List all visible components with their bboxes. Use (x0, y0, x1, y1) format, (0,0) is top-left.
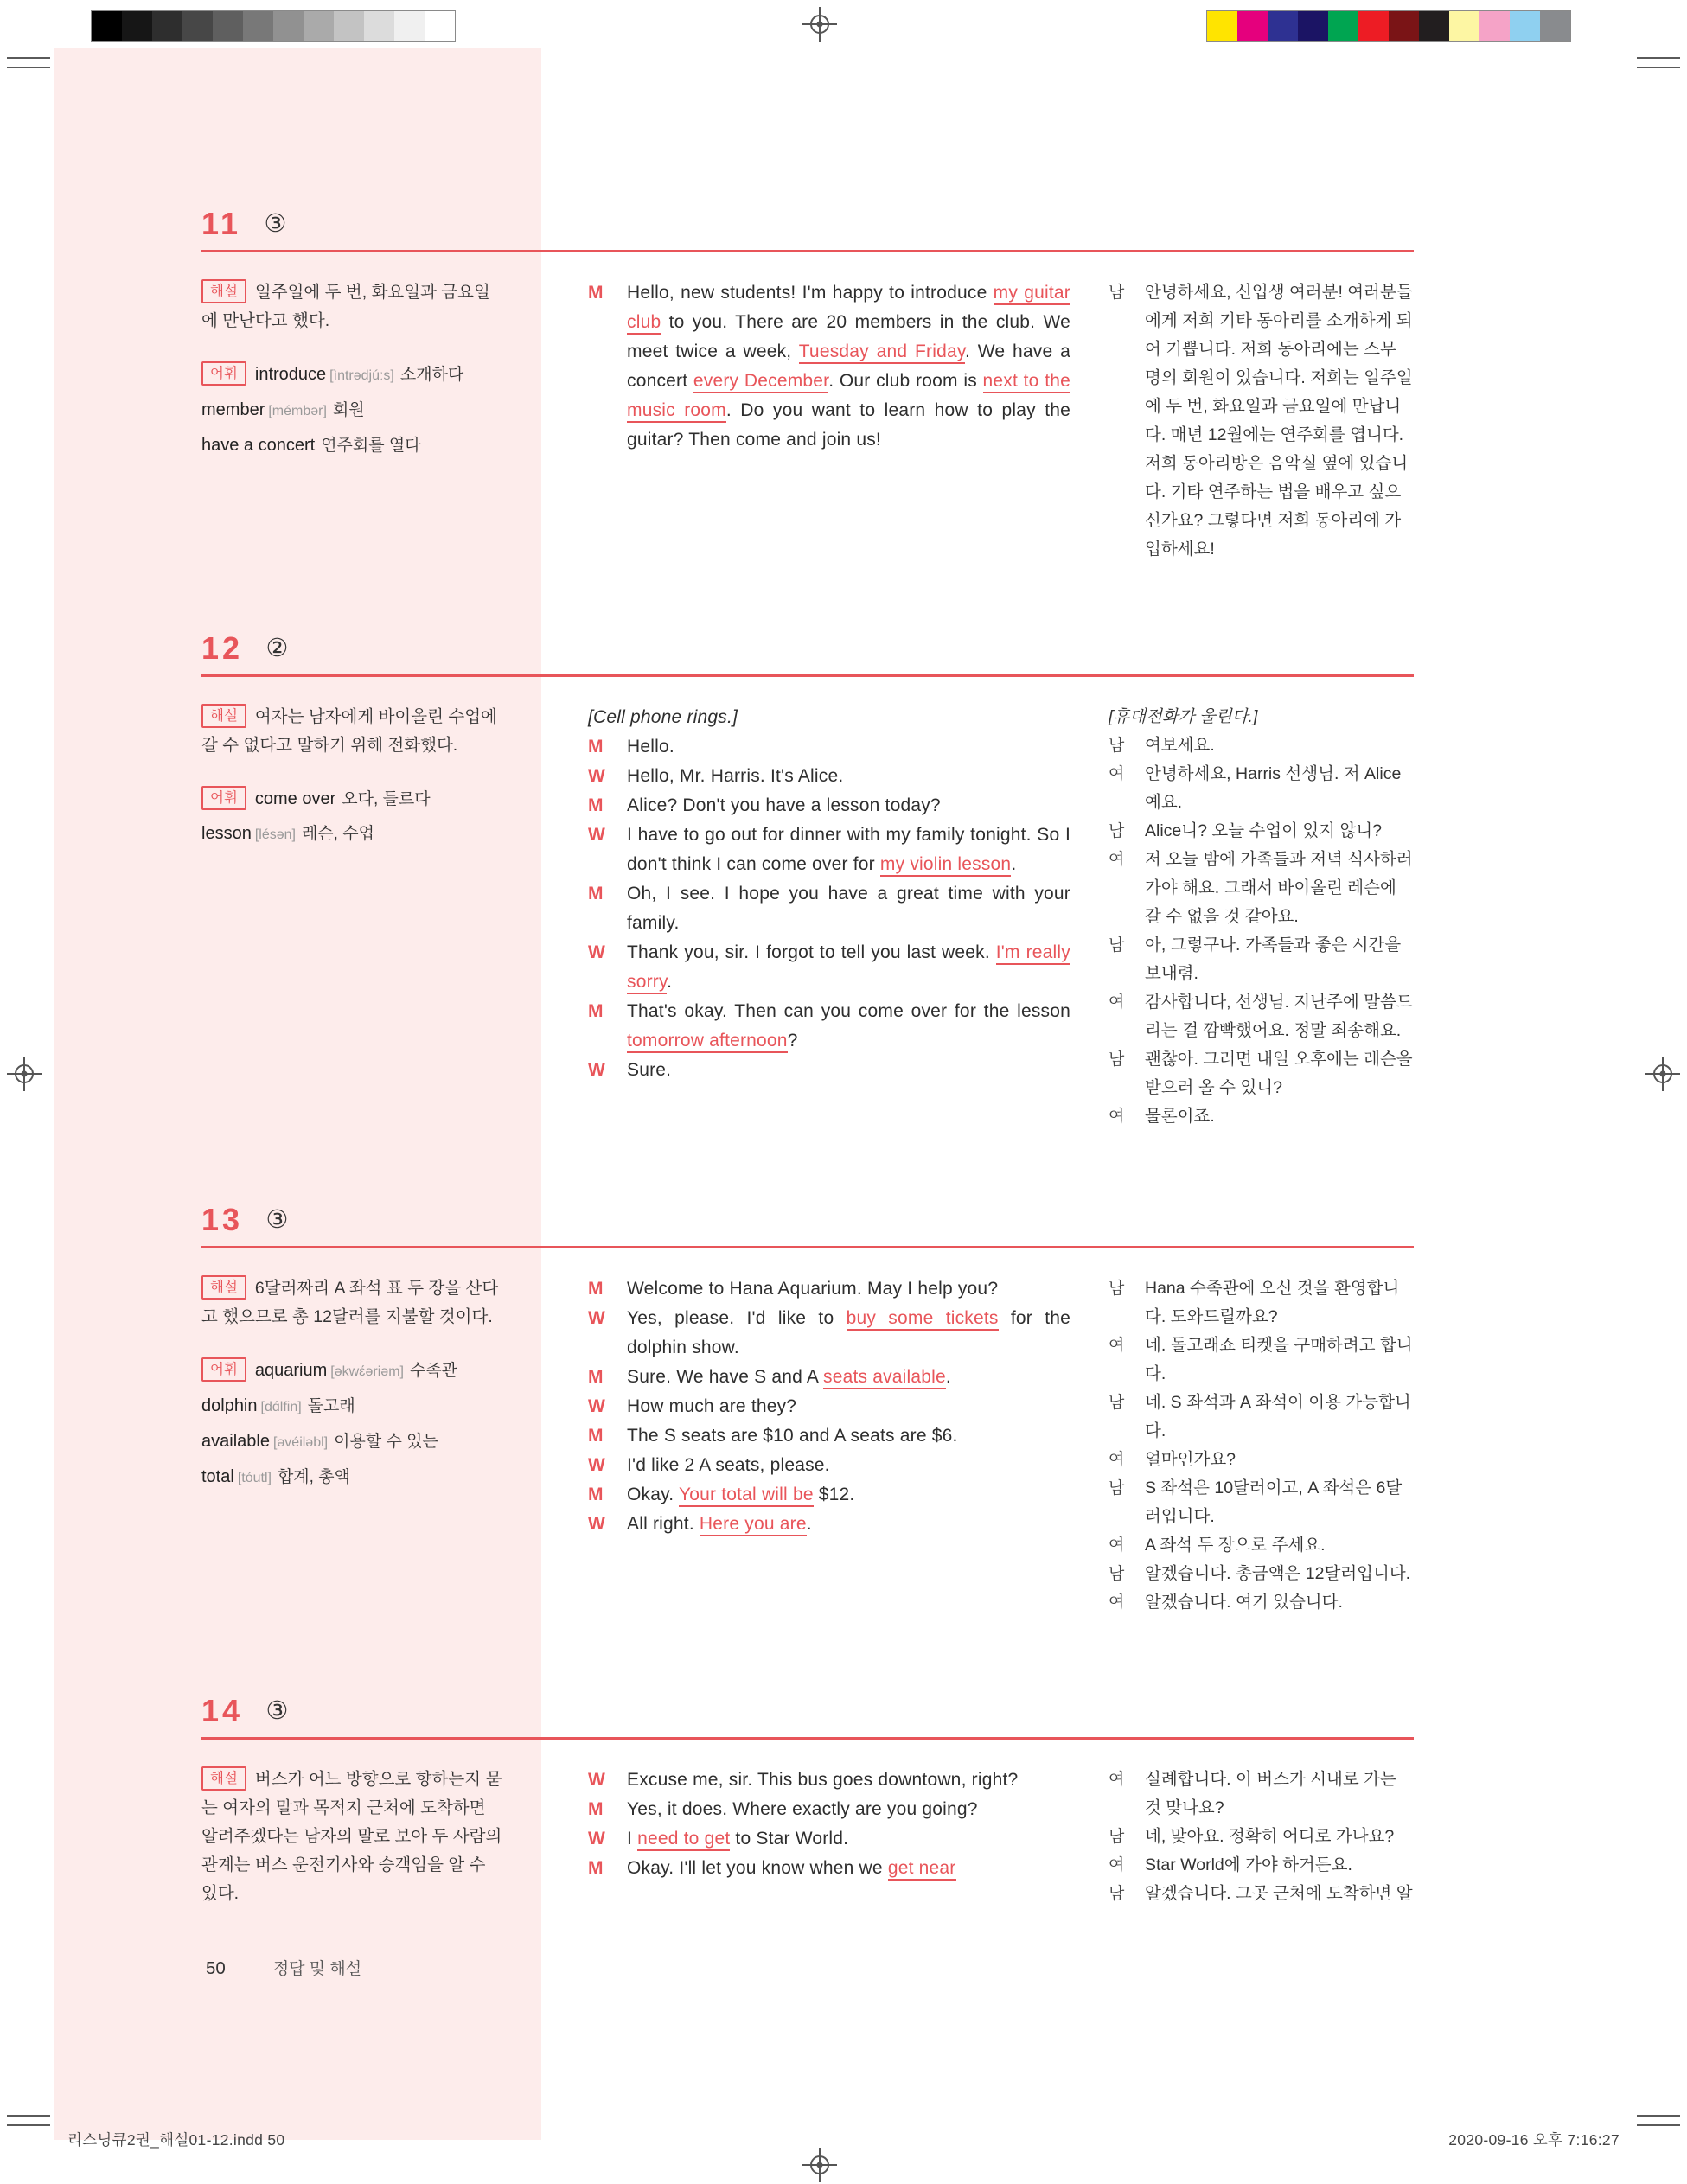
translation-line (1109, 988, 1413, 1045)
color-swatch (1268, 11, 1298, 41)
registration-mark-icon (802, 2148, 837, 2182)
speaker-label: M (588, 737, 604, 757)
vocab-meaning: 연주회를 열다 (321, 437, 421, 455)
translation-line (1109, 1588, 1413, 1617)
divider-line (201, 674, 1414, 677)
dialogue-line (588, 762, 1070, 791)
dialogue-line (588, 703, 1070, 732)
answer-choice: ② (265, 635, 289, 662)
speaker-label: M (588, 1485, 604, 1504)
color-swatch (122, 11, 152, 41)
translation-text: 저 오늘 밤에 가족들과 저녁 식사하러 가야 해요. 그래서 바이올린 레슨에 갈 수 없을 것 같아요. (1145, 850, 1413, 926)
vocab-meaning: 돌고래 (307, 1397, 355, 1415)
explanation-text: 여자는 남자에게 바이올린 수업에 갈 수 없다고 말하기 위해 전화했다. (201, 707, 497, 755)
speaker-label: 여 (1109, 1108, 1125, 1126)
color-swatch (425, 11, 455, 41)
dialogue-line (588, 1451, 1070, 1480)
dialogue-line (588, 1766, 1070, 1795)
speaker-label: 남 (1109, 822, 1125, 840)
translation-line (1109, 278, 1413, 564)
translation-text: [휴대전화가 울린다.] (1109, 707, 1258, 726)
speaker-label: 남 (1109, 1394, 1125, 1412)
speaker-label: 남 (1109, 1050, 1125, 1069)
vocab-meaning: 오다, 들르다 (342, 790, 431, 808)
dialogue-text: I need to get to Star World. (627, 1824, 1070, 1854)
speaker-label: 여 (1109, 851, 1125, 869)
color-swatch (243, 11, 273, 41)
korean-translation (1109, 278, 1413, 564)
translation-text: 얼마인가요? (1145, 1450, 1236, 1469)
translation-text: 네. 돌고래쇼 티켓을 구매하려고 합니다. (1145, 1336, 1413, 1383)
color-calibration-bar (1206, 10, 1571, 42)
speaker-label: 남 (1109, 284, 1125, 302)
vocab-entry (201, 395, 506, 426)
translation-line (1109, 1823, 1413, 1851)
english-transcript (588, 1274, 1070, 1539)
translation-line (1109, 1531, 1413, 1560)
dialogue-line (588, 1854, 1070, 1883)
dialogue-line (588, 1056, 1070, 1085)
dialogue-line (588, 1304, 1070, 1363)
english-transcript (588, 703, 1070, 1085)
question-section-11 (201, 206, 1414, 564)
print-timestamp: 2020-09-16 오후 7:16:27 (1448, 2131, 1620, 2149)
question-number: 14 (201, 1693, 244, 1728)
vocab-meaning: 회원 (332, 401, 365, 419)
color-swatch (152, 11, 182, 41)
page-footer (206, 1956, 361, 1979)
translation-line (1109, 1880, 1413, 1908)
vocab-meaning: 수족관 (409, 1362, 458, 1380)
page-number: 50 (206, 1958, 226, 1978)
vocab-entry (201, 1462, 506, 1493)
color-swatch (1298, 11, 1328, 41)
color-swatch (92, 11, 122, 41)
dialogue-text: Sure. (627, 1060, 672, 1080)
speaker-label: 남 (1109, 936, 1125, 955)
translation-line (1109, 846, 1413, 931)
dialogue-line (588, 1824, 1070, 1854)
vocab-term: aquarium (254, 1361, 328, 1380)
translation-text: 감사합니다, 선생님. 지난주에 말씀드리는 걸 깜빡했어요. 정말 죄송해요. (1145, 993, 1413, 1040)
translation-text: 네. S 좌석과 A 좌석이 이용 가능합니다. (1145, 1393, 1411, 1440)
vocab-term: introduce (254, 365, 327, 384)
vocab-block (201, 360, 506, 461)
print-info-line (67, 2129, 1620, 2150)
footer-section-label: 정답 및 해설 (272, 1960, 362, 1978)
speaker-label: W (588, 825, 605, 845)
speaker-label: W (588, 1770, 605, 1790)
dialogue-text: How much are they? (627, 1396, 797, 1416)
speaker-label: W (588, 1308, 605, 1328)
speaker-label: W (588, 1396, 605, 1416)
dialogue-text: [Cell phone rings.] (588, 707, 738, 727)
vocab-tag: 어휘 (201, 786, 246, 810)
translation-text: 여보세요. (1145, 736, 1215, 755)
trim-mark (7, 2115, 50, 2126)
translation-line (1109, 1389, 1413, 1446)
speaker-label: M (588, 283, 604, 303)
grayscale-calibration-bar (91, 10, 456, 42)
question-header (201, 206, 1414, 240)
speaker-label: M (588, 1279, 604, 1299)
dialogue-line (588, 997, 1070, 1056)
question-number: 11 (201, 206, 242, 241)
dialogue-line (588, 1421, 1070, 1451)
dialogue-text: Excuse me, sir. This bus goes downtown, right? (627, 1770, 1019, 1790)
vocab-block (201, 1356, 506, 1493)
registration-mark-icon (7, 1057, 42, 1091)
registration-mark-icon (1645, 1057, 1680, 1091)
speaker-label: M (588, 884, 604, 904)
explanation-column (201, 1766, 506, 1908)
translation-line (1109, 1274, 1413, 1331)
vocab-list (201, 789, 506, 850)
translation-text: 알겠습니다. 여기 있습니다. (1145, 1593, 1343, 1612)
speaker-label: M (588, 795, 604, 815)
speaker-label: W (588, 942, 605, 962)
speaker-label: 여 (1109, 1771, 1125, 1789)
dialogue-line (588, 791, 1070, 821)
speaker-label: M (588, 1858, 604, 1878)
translation-line (1109, 1766, 1413, 1823)
translation-text: 아, 그렇구나. 가족들과 좋은 시간을 보내렴. (1145, 936, 1402, 983)
translation-line (1109, 731, 1413, 760)
color-swatch (1540, 11, 1570, 41)
translation-text: 알겠습니다. 총금액은 12달러입니다. (1145, 1564, 1411, 1583)
print-file-name: 리스닝큐2권_해설01-12.indd 50 (67, 2131, 285, 2149)
translation-text: A 좌석 두 장으로 주세요. (1145, 1536, 1326, 1555)
dialogue-line (588, 1480, 1070, 1510)
translation-line (1109, 1474, 1413, 1531)
divider-line (201, 250, 1414, 252)
speaker-label: 여 (1109, 765, 1125, 783)
speaker-label: 여 (1109, 1856, 1125, 1874)
speaker-label: W (588, 1060, 605, 1080)
translation-line (1109, 1560, 1413, 1588)
vocab-entry (255, 365, 463, 384)
translation-line (1109, 931, 1413, 988)
dialogue-text: Hello. (627, 737, 674, 757)
color-swatch (1358, 11, 1389, 41)
color-swatch (394, 11, 425, 41)
speaker-label: W (588, 1455, 605, 1475)
speaker-label: 여 (1109, 1536, 1125, 1555)
explanation-text: 버스가 어느 방향으로 향하는지 묻는 여자의 말과 목적지 근처에 도착하면 알려주겠다는 남자의 말로 보아 두 사람의 관계는 버스 운전기사와 승객임을 알 수 있다. (201, 1770, 502, 1903)
speaker-label: 여 (1109, 1451, 1125, 1469)
vocab-block (201, 784, 506, 850)
translation-line (1109, 1102, 1413, 1131)
question-section-14 (201, 1693, 1414, 1908)
answer-choice: ③ (265, 1206, 289, 1234)
english-transcript (588, 1766, 1070, 1883)
dialogue-text: That's okay. Then can you come over for the lesson tomorrow afternoon? (627, 997, 1070, 1056)
translation-line (1109, 1851, 1413, 1880)
explanation-tag: 해설 (201, 1766, 246, 1791)
english-transcript (588, 278, 1070, 455)
dialogue-line (588, 1274, 1070, 1304)
dialogue-line (588, 1363, 1070, 1392)
korean-translation (1109, 1766, 1413, 1908)
vocab-meaning: 합계, 총액 (277, 1468, 350, 1486)
speaker-label: 여 (1109, 1337, 1125, 1355)
color-swatch (1389, 11, 1419, 41)
vocab-term: member (201, 400, 265, 419)
explanation-text: 일주일에 두 번, 화요일과 금요일에 만난다고 했다. (201, 283, 490, 330)
vocab-pronunciation: [lésən] (254, 827, 296, 842)
dialogue-text: Okay. Your total will be $12. (627, 1480, 1070, 1510)
speaker-label: 남 (1109, 1885, 1125, 1903)
vocab-meaning: 레슨, 수업 (301, 825, 374, 843)
question-number: 13 (201, 1202, 244, 1237)
vocab-entry (255, 1361, 457, 1380)
divider-line (201, 1246, 1414, 1248)
speaker-label: M (588, 1001, 604, 1021)
trim-mark (1637, 57, 1680, 68)
translation-line (1109, 1446, 1413, 1474)
translation-text: 실례합니다. 이 버스가 시내로 가는 것 맞나요? (1145, 1770, 1396, 1817)
vocab-tag: 어휘 (201, 1357, 246, 1382)
translation-line (1109, 817, 1413, 846)
speaker-label: 남 (1109, 1828, 1125, 1846)
trim-mark (7, 57, 50, 68)
vocab-entry (201, 819, 506, 850)
translation-text: 괜찮아. 그러면 내일 오후에는 레슨을 받으러 올 수 있니? (1145, 1050, 1413, 1097)
vocab-meaning: 이용할 수 있는 (334, 1433, 438, 1451)
speaker-label: W (588, 766, 605, 786)
explanation-column (201, 703, 506, 850)
speaker-label: W (588, 1829, 605, 1849)
question-header (201, 1693, 1414, 1727)
speaker-label: 여 (1109, 1593, 1125, 1612)
explanation-column (201, 278, 506, 461)
color-swatch (364, 11, 394, 41)
vocab-entry (255, 789, 431, 808)
vocab-list (201, 365, 506, 461)
translation-text: 알겠습니다. 그곳 근처에 도착하면 알 (1145, 1884, 1413, 1903)
dialogue-line (588, 1795, 1070, 1824)
vocab-pronunciation: [ìntrədjúːs] (329, 368, 394, 383)
dialogue-line (588, 821, 1070, 879)
translation-line (1109, 703, 1413, 731)
dialogue-line (588, 732, 1070, 762)
dialogue-line (588, 1392, 1070, 1421)
vocab-term: come over (254, 789, 336, 808)
vocab-term: lesson (201, 824, 252, 843)
explanation-tag: 해설 (201, 279, 246, 303)
vocab-term: dolphin (201, 1396, 258, 1415)
dialogue-text: Yes, it does. Where exactly are you going? (627, 1799, 978, 1819)
vocab-term: have a concert (201, 436, 316, 455)
dialogue-text: Hello, Mr. Harris. It's Alice. (627, 766, 844, 786)
translation-text: 물론이죠. (1145, 1107, 1215, 1126)
speaker-label: 남 (1109, 1280, 1125, 1298)
dialogue-text: Thank you, sir. I forgot to tell you last week. I'm really sorry. (627, 938, 1070, 997)
answer-choice: ③ (265, 1697, 289, 1725)
vocab-pronunciation: [mémbər] (268, 404, 327, 418)
vocab-term: available (201, 1432, 270, 1451)
vocab-pronunciation: [əvéiləbl] (272, 1435, 329, 1450)
color-swatch (1510, 11, 1540, 41)
vocab-pronunciation: [tóutl] (237, 1471, 272, 1485)
color-swatch (304, 11, 334, 41)
dialogue-text: Okay. I'll let you know when we get near (627, 1854, 1070, 1883)
translation-text: Star World에 가야 하거든요. (1145, 1855, 1352, 1874)
vocab-list (201, 1361, 506, 1493)
registration-mark-icon (802, 7, 837, 42)
translation-text: S 좌석은 10달러이고, A 좌석은 6달러입니다. (1145, 1478, 1403, 1526)
dialogue-text: The S seats are $10 and A seats are $6. (627, 1426, 958, 1446)
color-swatch (1237, 11, 1268, 41)
translation-line (1109, 760, 1413, 817)
translation-line (1109, 1331, 1413, 1389)
vocab-tag: 어휘 (201, 361, 246, 386)
color-swatch (1479, 11, 1510, 41)
dialogue-line (588, 278, 1070, 455)
speaker-label: M (588, 1799, 604, 1819)
dialogue-line (588, 879, 1070, 938)
color-swatch (182, 11, 213, 41)
translation-text: Hana 수족관에 오신 것을 환영합니다. 도와드릴까요? (1145, 1279, 1400, 1326)
speaker-label: 남 (1109, 1479, 1125, 1498)
question-header (201, 630, 1414, 665)
translation-text: 안녕하세요, 신입생 여러분! 여러분들에게 저희 기타 동아리를 소개하게 되어 기쁩니다. 저희 동아리에는 스무 명의 회원이 있습니다. 저희는 일주일에 두 번, 화요일과 금요일에 만납니다. 매년 12월에는 연주회를 엽니다. 저희 동아리방은 음악실 옆에 있습니다. 기타 연주하는 법을 배우고 싶으신가요? 그렇다면 저희 동아리에 가입하세요! (1145, 283, 1413, 559)
color-swatch (334, 11, 364, 41)
korean-translation (1109, 703, 1413, 1131)
dialogue-text: Sure. We have S and A seats available. (627, 1363, 1070, 1392)
explanation-tag: 해설 (201, 704, 246, 728)
question-number: 12 (201, 630, 244, 666)
color-swatch (1207, 11, 1237, 41)
vocab-entry (201, 1391, 506, 1422)
translation-text: Alice니? 오늘 수업이 있지 않니? (1145, 821, 1382, 840)
vocab-pronunciation: [dɑ́lfin] (260, 1400, 302, 1414)
color-swatch (1419, 11, 1449, 41)
speaker-label: 남 (1109, 737, 1125, 755)
color-swatch (213, 11, 243, 41)
question-section-12 (201, 630, 1414, 1131)
dialogue-text: Welcome to Hana Aquarium. May I help you? (627, 1279, 999, 1299)
color-swatch (273, 11, 304, 41)
answer-choice: ③ (264, 210, 287, 238)
dialogue-text: Oh, I see. I hope you have a great time with your family. (627, 884, 1070, 933)
dialogue-text: Yes, please. I'd like to buy some tickets for the dolphin show. (627, 1308, 1071, 1357)
dialogue-text: Hello, new students! I'm happy to introduce my guitar club to you. There are 20 members in the club. We meet twice a week, Tuesday and Friday. We have a concert every December. Our club room is next to the music room. Do you want to learn how to play the guitar? Then come and join us! (627, 283, 1071, 450)
vocab-term: total (201, 1467, 234, 1486)
trim-mark (1637, 2115, 1680, 2126)
explanation-text: 6달러짜리 A 좌석 표 두 장을 산다고 했으므로 총 12달러를 지불할 것이다. (201, 1279, 499, 1326)
dialogue-text: Alice? Don't you have a lesson today? (627, 795, 941, 815)
translation-line (1109, 1045, 1413, 1102)
color-swatch (1449, 11, 1479, 41)
translation-text: 안녕하세요, Harris 선생님. 저 Alice예요. (1145, 764, 1402, 812)
color-swatch (1328, 11, 1358, 41)
speaker-label: 남 (1109, 1565, 1125, 1583)
question-section-13 (201, 1202, 1414, 1617)
divider-line (201, 1737, 1414, 1740)
dialogue-text: I'd like 2 A seats, please. (627, 1455, 830, 1475)
speaker-label: M (588, 1367, 604, 1387)
vocab-pronunciation: [əkwɛ́əriəm] (330, 1364, 404, 1379)
question-header (201, 1202, 1414, 1236)
translation-text: 네, 맞아요. 정확히 어디로 가나요? (1145, 1827, 1395, 1846)
vocab-meaning: 소개하다 (399, 366, 464, 384)
dialogue-text: All right. Here you are. (627, 1510, 1070, 1539)
speaker-label: 여 (1109, 993, 1125, 1012)
vocab-entry (201, 431, 506, 461)
korean-translation (1109, 1274, 1413, 1617)
speaker-label: W (588, 1514, 605, 1534)
explanation-column (201, 1274, 506, 1493)
dialogue-text: I have to go out for dinner with my family tonight. So I don't think I can come over for my violin lesson. (627, 821, 1070, 879)
dialogue-line (588, 938, 1070, 997)
speaker-label: M (588, 1426, 604, 1446)
explanation-tag: 해설 (201, 1275, 246, 1300)
dialogue-line (588, 1510, 1070, 1539)
vocab-entry (201, 1427, 506, 1458)
